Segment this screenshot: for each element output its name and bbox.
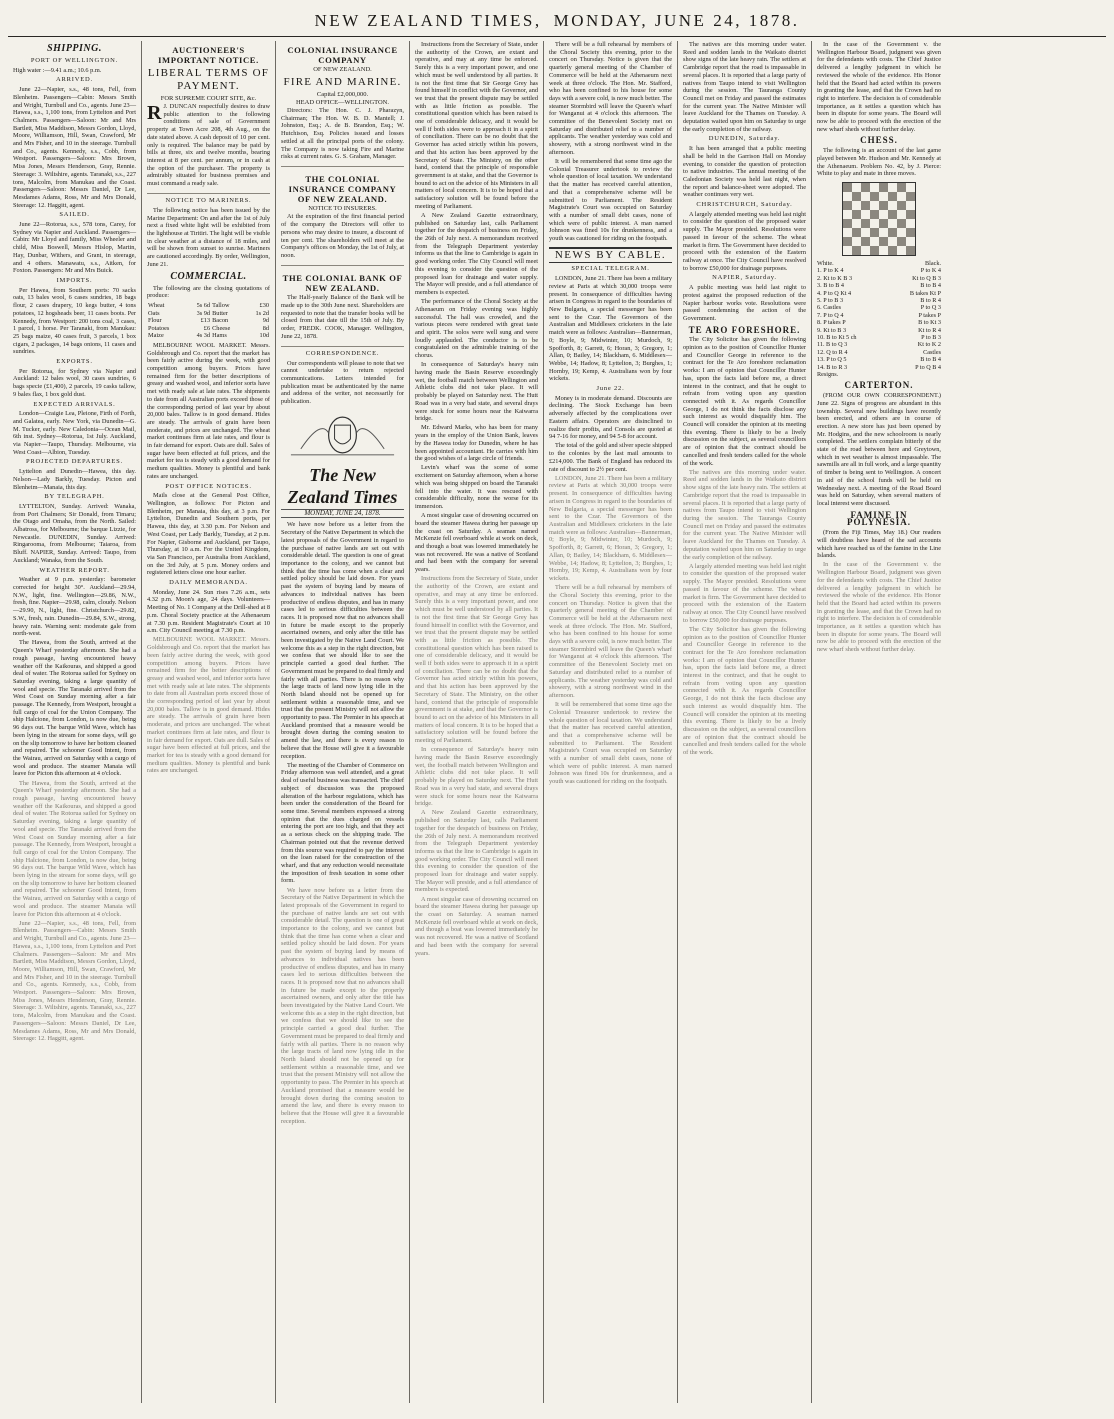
foreshore-body: The City Solicitor has given the following opinion as to the position of Councillor Hunter and Councillor George in reference to the contract for the Te Aro foreshore reclamation works: I am of opinion that Councillor Hunter has, upon the facts laid before me, a direct interest in the contract, and that he ought to refrain from voting upon any question connected with it. As regards Councillor George, I do not think the facts disclose any such interest as would disqualify him. The Council will consider the opinion at its meeting this evening. There is likely to be a lively discussion on the subject, as several councillors are of opinion that the contract should be cancelled and fresh tenders called for the whole of the work. [683,336,806,467]
chess-move-row: 4. P to Q Kt 4 B takes Kt P [817,289,941,297]
leader-article: We have now before us a letter from the Secretary of the Native Department in which the latest proposals of the Government in regard to the purchase of native lands are set out with considerable detail. The question is one of great importance to the colony, and we cannot but think that the time has come when a clear and settled policy should be laid down. For years past the system of buying land by means of advances to individual natives has been productive of endless disputes, and has in many cases led to serious difficulties between the races. It is proposed now that no advances shall in future be made except to the properly ascertained owners, and only after the title has been investigated by the Native Land Court. We welcome this as a step in the right direction, but we confess that we should like to see the principle carried a good deal further. The Government must be prepared to deal firmly and fairly with all parties. There is no reason why the large tracts of land now lying idle in the North Island should not be opened up for settlement within a reasonable time, and we trust that the present Ministry will not allow the opportunity to pass. The Premier in his speech at Auckland promised that a measure would be brought down during the coming session to amend the law, and there is every reason to believe that the House will give it a favourable reception. [281,521,404,760]
famine-heading: FAMINE IN POLYNESIA. [847,509,911,528]
commercial-row: Flour £13 Bacon 9d [148,317,269,325]
insurers-ad-sub: NOTICE TO INSURERS. [308,205,377,213]
cable-money-body: Money is in moderate demand. Discounts are declining. The Stock Exchange has been adversely affected by the complications over Eastern affairs. Operators are disinclined to realize their profits, and Consols are quoted at 94 7-16 for money, and 94 5-8 for account. [549,394,672,441]
expected-text: London—Craigie Lea, Pleione, Firth of Forth, and Galatea, early. New York, via Dunedin—G. M. Tucker, early. New Caledonia—Ocean Mail, 6th inst. Sydney—Rotorua, 1st July. Auckland, via Napier—Taupo, Thursday. Melbourne, via West Coast—Albion, Tuesday. [13,410,136,456]
correspondence-body: Our correspondents will please to note that we cannot undertake to return rejected communications. Letters intended for publication must be authenticated by the name and address of the writer, not necessarily for publication. [281,359,404,406]
cable-date-heading: June 22. [596,385,625,393]
christchurch-heading: CHRISTCHURCH, Saturday. [696,201,793,209]
insurance-ad-sub: OF NEW ZEALAND. [313,66,372,73]
col4-body-repeat-2: In consequence of Saturday's heavy rain having made the Basin Reserve exceedingly wet, the football match between Wellington and Athletic clubs did not take place. It will probably be played on Saturday next. The Hutt Road was in a very bad state, and several drays were stuck for some hours near the Kaiwarra bridge. [415,746,538,808]
sailed-text: June 22—Rotorua, s.s., 578 tons, Carey, for Sydney via Napier and Auckland. Passengers—Cabin: Mr Lloyd and family, Miss Wheeler and child, Miss Boswell, Messrs Hislop, Martin, Hay, Dunbar, Withers, and Grant, in steerage, and 4 others. Manawatu, s.s., Aitken, for Foxton. Passengers: Mr and Mrs Buick. [13,221,136,275]
chess-move-row: 9. Kt to B 3 Kt to R 4 [817,326,941,334]
memoranda-body: Monday, June 24. Sun rises 7.26 a.m., sets 4.32 p.m. Moon's age, 24 days. Volunteers—Meeting of No. 1 Company at the Drill-shed at 8 p.m. Choral Society practice at the Athenaeum at 7.30 p.m. Resident Magistrate's Court at 10 a.m. City Council meeting at 7.30 p.m. [147,588,270,635]
insurers-ad-heading: THE COLONIAL INSURANCE COMPANY OF NEW ZEALAND. [288,174,397,205]
chess-move-row: 13. P to Q 5 B to B 4 [817,356,941,364]
commercial-row: Potatoes £6 Cheese 8d [148,324,269,332]
foreshore-heading: TE ARO FORESHORE. [688,324,801,335]
insurers-notice-ad [281,170,404,266]
col6-christ-repeat: A largely attended meeting was held last night to consider the question of the proposed water supply. The Mayor presided. Resolutions were passed in favour of the scheme. The wheat market is firm. The Government have decided to proceed with the extension of the Eastern railway at once. The City Council have resolved to borrow £50,000 for drainage purposes. [683,562,806,624]
commercial-table [147,302,270,340]
coat-of-arms-emblem [281,409,404,461]
chess-move-row: 2. Kt to K B 3 Kt to Q B 3 [817,274,941,282]
auctioneer-ad-sub: FOR SUPREME COURT SITE, &c. [160,95,257,102]
column-6 [678,41,812,1403]
commercial-row: Wheat 5s 6d Tallow £30 [148,301,269,309]
chess-move-row: White. Black. [817,259,941,267]
insurance-ad-body: Directors: The Hon. C. J. Pharazyn, Chairman; The Hon. W. B. D. Mantell; J. Johnston, Esq.; A. de B. Brandon, Esq.; W. Hutchison, Esq. Policies issued and losses settled at all the principal ports of the colony. The Company is now taking Fire and Marine risks at current rates. G. S. Graham, Manager. [281,107,404,161]
masthead-title: NEW ZEALAND TIMES, [314,11,542,30]
leader-article-2: The meeting of the Chamber of Commerce on Friday afternoon was well attended, and a great deal of useful business was transacted. The chief subject of discussion was the proposed alteration of the harbour regulations, which has been under the consideration of the Board for some time. Several members expressed a strong opinion that the dues charged on vessels entering the port are too high, and that they act as a serious check on the shipping trade. The Chairman pointed out that the revenue derived from this source was required to pay the interest on the loan raised for the construction of the wharf, and that any reduction would necessitate the imposition of fresh taxation in some other form. [281,761,404,885]
editorial-nameplate: The New Zealand Times [287,464,398,507]
col6-body-repeat: The natives are this morning under water. Reed and sodden lands in the Waikato district show signs of the late heavy rain. The settlers at Cambridge report that the road is impassable in several places. It is reported that a large party of natives from Taupo intend to visit Wellington during the session. The Tauranga County Council met on Friday and passed the estimates for the current year. The Native Minister will leave Auckland for the Thames on Tuesday. A deputation waited upon him on Saturday to urge the early completion of the railway. [683,468,806,561]
col4-body-1: Instructions from the Secretary of State, under the authority of the Crown, are extant and operative, and may at any time be enforced. Surely this is a very important power, and one which must be well understood by all parties. It is not the first time that Sir George Grey has found himself in conflict with the Governor, and we trust that the present dispute may be settled with as little friction as possible. The constitutional question which has been raised is one of considerable delicacy, and it would be well if both sides were to approach it in a spirit of conciliation. There can be no doubt that the Governor has acted strictly within his powers, and that his action has been approved by the Secretary of State. The Ministry, on the other hand, contend that the principle of responsible government is at stake, and that the Governor is bound to act on the advice of his Ministers in all matters of local concern. It is to be hoped that a satisfactory solution will be found before the meeting of Parliament. [415,41,538,210]
exports-heading: EXPORTS. [56,358,93,366]
port-heading: PORT OF WELLINGTON. [30,57,119,64]
chess-move-row: 10. B to Kt 5 ch P to B 3 [817,334,941,342]
col7-body-repeat: In the case of the Government v. the Wellington Harbour Board, judgment was given for the defendants with costs. The Chief Justice delivered a lengthy judgment in which he reviewed the whole of the evidence. His Honor held that the Board had acted within its powers in granting the lease, and that the Crown had no right to interfere. The decision is of considerable importance, as it settles a question which has been in dispute for some years. The Board will now be able to proceed with the erection of the new wharf sheds without further delay. [817,561,941,654]
insurance-ad-title: FIRE AND MARINE. [283,76,402,88]
post-heading: POST OFFICE NOTICES. [165,482,252,490]
auctioneer-ad-title: LIBERAL TERMS OF PAYMENT. [147,67,270,92]
commercial-row: Maize 4s 3d Hams 10d [148,332,269,340]
col4-body-3: The performance of the Choral Society at the Athenaeum on Friday evening was highly successful. The hall was crowded, and the various pieces were rendered with great taste and spirit. The solos were well sung and were loudly applauded. The conductor is to be congratulated on the admirable training of the chorus. [415,298,538,360]
special-telegram-sub: SPECIAL TELEGRAM. [571,265,650,273]
col6-body-1: The natives are this morning under water. Reed and sodden lands in the Waikato district show signs of the late heavy rain. The settlers at Cambridge report that the road is impassable in several places. It is reported that a large party of natives from Taupo intend to visit Wellington during the session. The Tauranga County Council met on Friday and passed the estimates for the current year. The Native Minister will leave Auckland for the Thames on Tuesday. A deputation waited upon him on Saturday to urge the early completion of the railway. [683,41,806,133]
telegraph-heading: BY TELEGRAPH. [44,493,105,501]
christchurch-body: A largely attended meeting was held last night to consider the question of the proposed water supply. The Mayor presided. Resolutions were passed in favour of the scheme. The wheat market is firm. The Government have decided to proceed with the extension of the Eastern railway at once. The City Council have resolved to borrow £50,000 for drainage purposes. [683,210,806,272]
col5-body-repeat-2: It will be remembered that some time ago the Colonial Treasurer undertook to review the whole question of local taxation. We understand that the matter has received careful attention, and that a comprehensive scheme will be submitted to Parliament. The Resident Magistrate's Court was occupied on Saturday with a number of small debt cases, none of which were of public interest. A man named Johnson was fined 10s for drunkenness, and a youth was cautioned for riding on the footpath. [549,701,672,786]
col4-body-repeat-3: A New Zealand Gazette extraordinary, published on Saturday last, calls Parliament together for the despatch of business on Friday, the 26th of July next. A memorandum received from the Telegraph Department yesterday informs us that the line to Cambridge is again in good working order. The City Council will meet this evening to consider the question of the proposed loan for drainage and water supply. The Mayor will preside, and a full attendance of members is expected. [415,809,538,894]
famine-body: (From the Fiji Times, May 18.) Our readers will doubtless have heard of the sad accounts which have reached us of the famine in the Line Islands. [817,529,941,560]
editorial-dateline: MONDAY, JUNE 24, 1878. [281,509,404,519]
shipping-news: The Hawea, from the South, arrived at the Queen's Wharf yesterday afternoon. She had a rough passage, having encountered heavy weather off the Kaikouras, and shipped a good deal of water. The Rotorua sailed for Sydney on Saturday evening, taking a large quantity of wool and specie. The Taranaki arrived from the West Coast on Sunday morning after a fair passage. The Kennedy, from Westport, brought a full cargo of coal for the Union Company. The ship Halcione, from London, is now due, being 96 days out. The barque Wild Wave, which has been lying in the stream for some days, will go on the slip tomorrow to have her bottom cleaned and repaired. The schooner Good Intent, from the Wairau, arrived on Saturday with a cargo of wool and produce. The steamer Manaia will leave for Picton this afternoon at 4 o'clock. [13,639,136,778]
projected-heading: PROJECTED DEPARTURES. [25,458,124,466]
commercial-body-repeat: MELBOURNE WOOL MARKET. Messrs. Goldsbrough and Co. report that the market has been fairly active during the week, with good competition among buyers. Prices have remained firm for the better descriptions of greasy and washed wool, and inferior sorts have met with ready sale at late rates. The shipments to date from all Australian ports exceed those of the corresponding period of last year by about 20,000 bales. Tallow is in good demand. Hides are steady. The arrivals of grain have been moderate, and prices are unchanged. The wheat market continues firm at late rates, and flour is in fair demand for export. Oats are dull. Sales of sugar have been effected at full prices, and the market for tea is steady with a good demand for medium qualities. Money is plentiful and bank rates are unchanged. [147,636,270,775]
column-7 [812,41,946,1403]
shipping-news-repeat: The Hawea, from the South, arrived at the Queen's Wharf yesterday afternoon. She had a rough passage, having encountered heavy weather off the Kaikouras, and shipped a good deal of water. The Rotorua sailed for Sydney on Saturday evening, taking a large quantity of wool and specie. The Taranaki arrived from the West Coast on Sunday morning after a fair passage. The Kennedy, from Westport, brought a full cargo of coal for the Union Company. The ship Halcione, from London, is now due, being 96 days out. The barque Wild Wave, which has been lying in the stream for some days, will go on the slip tomorrow to have her bottom cleaned and repaired. The schooner Good Intent, from the Wairau, arrived on Saturday with a cargo of wool and produce. The steamer Manaia will leave for Picton this afternoon at 4 o'clock. [13,779,136,918]
cable-specie-body: The total of the gold and silver specie shipped to the colonies by the last mail amounts to £214,000. The Bank of England has reduced its rate of discount to 2½ per cent. [549,442,672,473]
cable-news-body: LONDON, June 21. There has been a military review at Paris at which 30,000 troops were present. In consequence of difficulties having arisen in Congress in regard to the boundaries of New Bulgaria, a special messenger has been sent to the Czar. The Governors of the Australian and Middlesex cricketers in the late match were as follows: Australian—Bannerman, 0; Boyle, 9; Midwinter, 10; Murdoch, 9; Spofforth, 8; Garrett, 6; Horan, 3; Gregory, 1; Allan, 0; Bailey, 14; Blackham, 6. Middlesex—Webbe, 14; Hadow, 8; Lyttelton, 3; Burghes, 1; Hornby, 19; Kemp, 4. Australians won by four wickets. [549,275,672,383]
arrived-repeat: June 22—Napier, s.s., 48 tons, Fell, from Blenheim. Passengers—Cabin: Messrs Smith and Wright, Turnbull and Co., agents. June 23—Hawea, s.s., 1,100 tons, from Lyttelton and Port Chalmers. Passengers—Saloon: Mr and Mrs Bartlett, Miss Maddison, Messrs Gordon, Lloyd, Moore, Williamson, Hill, Swan, Crawford, Mr and Mrs Fisher, and 10 in the steerage. Turnbull and Co., agents. Kennedy, s.s., Cobb, from Westport. Passengers—Saloon: Mrs Brown, Miss Jones, Messrs Henderson, Gray, Rennie. Steerage: 3. Wiltshire, agents. Taranaki, s.s., 227 tons, Malcolm, from Manukau and the Coast. Passengers—Saloon: Messrs Daniel, Dr Lee, Mesdames Adams, Ross, Mr and Mrs Donald, Steerage: 12. Haggitt, agent. [13,919,136,1043]
napier-body: A public meeting was held last night to protest against the proposed reduction of the Napier harbour works vote. Resolutions were passed condemning the action of the Government. [683,284,806,322]
col4-body-2: A New Zealand Gazette extraordinary, published on Saturday last, calls Parliament together for the despatch of business on Friday, the 26th of July next. A memorandum received from the Telegraph Department yesterday informs us that the line to Cambridge is again in good working order. The City Council will meet this evening to consider the question of the proposed loan for drainage and water supply. The Mayor will preside, and a full attendance of members is expected. [415,211,538,296]
high-water: High water :—9.41 a.m.; 10.6 p.m. [13,66,102,74]
telegraph-text: LYTTELTON, Sunday. Arrived: Wanaka, from Port Chalmers; Sir Donald, from Timaru; the Otago and Omaha, from the North. Sailed: Albatross, for Melbourne; the barque Lizzie, for Newcastle. DUNEDIN, Sunday. Arrived: Ringarooma, from Melbourne; Taiaroa, from Bluff. NAPIER, Sunday. Arrived: Taupo, from Auckland; Wanaka, from the South. [13,502,136,564]
insurance-ad-heading: COLONIAL INSURANCE COMPANY [287,45,398,65]
col6-foreshore-repeat: The City Solicitor has given the following opinion as to the position of Councillor Hunter and Councillor George in reference to the contract for the Te Aro foreshore reclamation works: I am of opinion that Councillor Hunter has, upon the facts laid before me, a direct interest in the contract, and that he ought to refrain from voting upon any question connected with it. As regards Councillor George, I do not think the facts disclose any such interest as would disqualify him. The Council will consider the opinion at its meeting this evening. There is likely to be a lively discussion on the subject, as several councillors are of opinion that the contract should be cancelled and fresh tenders called for the whole of the work. [683,625,806,757]
masthead [8,6,1106,36]
chess-move-row: 7. P to Q 4 P takes P [817,311,941,319]
cable-news-repeat: LONDON, June 21. There has been a military review at Paris at which 30,000 troops were present. In consequence of difficulties having arisen in Congress in regard to the boundaries of New Bulgaria, a special messenger has been sent to the Czar. The Governors of the Australian and Middlesex cricketers in the late match were as follows: Australian—Bannerman, 0; Boyle, 9; Midwinter, 10; Murdoch, 9; Spofforth, 8; Garrett, 6; Horan, 3; Gregory, 1; Allan, 0; Bailey, 14; Blackham, 6. Middlesex—Webbe, 14; Hadow, 8; Lyttelton, 3; Burghes, 1; Hornby, 19; Kemp, 4. Australians won by four wickets. [549,474,672,582]
newspaper-page [8,6,1106,1414]
napier-heading: NAPIER, Saturday. [712,274,777,282]
imports-text: Per Hawea, from Southern ports: 70 sacks oats, 13 bales wool, 6 cases sundries, 18 bags flour, 2 cases drapery, 10 kegs butter, 4 tons potatoes, 12 hogsheads beer, 11 cases boots. Per Kennedy, from Westport: 200 tons coal, 3 cases, 1 parcel, 1 horse. Per Taranaki, from Manukau: 25 bags maize, 40 cases fruit, 3 parcels, 1 box cigars, 2 packages, 14 bags onions, 11 cases and sundries. [13,286,136,356]
chess-move-row: 1. P to K 4 P to K 4 [817,267,941,275]
col4-body-repeat: Instructions from the Secretary of State, under the authority of the Crown, are extant and operative, and may at any time be enforced. Surely this is a very important power, and one which must be well understood by all parties. It is not the first time that Sir George Grey has found himself in conflict with the Governor, and we trust that the present dispute may be settled with as little friction as possible. The constitutional question which has been raised is one of considerable delicacy, and it would be well if both sides were to approach it in a spirit of conciliation. There can be no doubt that the Governor has acted strictly within his powers, and that his action has been approved by the Secretary of State. The Ministry, on the other hand, contend that the principle of responsible government is at stake, and that the Governor is bound to act on the advice of his Ministers in all matters of local concern. It is to be hoped that a satisfactory solution will be found before the meeting of Parliament. [415,575,538,745]
carterton-body: (FROM OUR OWN CORRESPONDENT.) June 22. Signs of progress are abundant in this township. Several new buildings have recently been erected, and others are in course of erection. A new store has just been opened by Mr. Hodgins, and the new schoolroom is nearly completed. The settlers complain bitterly of the state of the road between here and Greytown, which in wet weather is almost impassable. The sawmills are all in full work, and a large quantity of timber is being sent to Wellington. A concert in aid of the school funds will be held on Wednesday next. A meeting of the Road Board was held on Saturday, when several matters of local interest were discussed. [817,392,941,507]
expected-heading: EXPECTED ARRIVALS. [33,400,116,408]
notice-heading: NOTICE TO MARINERS. [165,197,252,205]
chess-move-row: 12. Q to R 4 Castles [817,348,941,356]
commercial-intro: The following are the closing quotations of produce: [147,284,270,300]
colonial-bank-ad [281,269,404,347]
dunedin-heading: DUNEDIN, Saturday. [708,135,781,143]
arrived-heading: ARRIVED. [56,76,93,84]
chess-intro: The following is an account of the last game played between Mr. Hudson and Mr. Kennedy at the Athenaeum. Problem No. 42, by J. Pierce: White to play and mate in three moves. [817,147,941,178]
auctioneer-ad-heading: AUCTIONEER'S IMPORTANT NOTICE. [158,45,259,65]
dunedin-body: It has been arranged that a public meeting shall be held in the Garrison Hall on Monday evening, to consider the question of protection to native industries. The annual meeting of the Caledonian Society was held last night, when the report and balance-sheet were adopted. The weather continues very wet. [683,145,806,199]
bank-ad-body: The Half-yearly Balance of the Bank will be made up to the 30th June next. Shareholders are requested to note that the transfer books will be closed from that date till the 15th of July. By order, FREDK. COOK, Manager. Wellington, June 22, 1878. [281,294,404,340]
colonial-insurance-ad [281,41,404,167]
chess-move-row: 6. Castles P to Q 3 [817,304,941,312]
auctioneer-ad [147,41,270,194]
col4-body-4: In consequence of Saturday's heavy rain having made the Basin Reserve exceedingly wet, the football match between Wellington and Athletic clubs did not take place. It will probably be played on Saturday next. The Hutt Road was in a very bad state, and several drays were stuck for some hours near the Kaiwarra bridge. [415,361,538,423]
col5-body-repeat: There will be a full rehearsal by members of the Choral Society this evening, prior to the concert on Thursday. Notice is given that the quarterly general meeting of the Chamber of Commerce will be held at the Athenaeum next week at three o'clock. The Hon. Mr. Stafford, who has been confined to his house for some days with a severe cold, is now much better. The steamer Stormbird will leave the Queen's wharf for Wanganui at 4 o'clock this afternoon. The committee of the Benevolent Society met on Saturday and distributed relief to a number of applicants. The weather yesterday was cold and showery, with a strong northwest wind in the afternoon. [549,584,672,699]
shipping-heading: SHIPPING. [47,43,102,54]
chess-move-row: 8. P takes P B to Kt 3 [817,319,941,327]
chess-move-row: 14. B to R 3 P to Q B 4 [817,363,941,371]
chess-board-diagram [842,182,916,256]
carterton-heading: CARTERTON. [844,380,914,391]
chess-move-row: 5. P to B 3 B to R 4 [817,296,941,304]
col4-body-6: Levin's wharf was the scene of some excitement on Saturday afternoon, when a horse which was being shipped on board the Taranaki fell into the water. It was rescued with considerable difficulty, none the worse for its immersion. [415,464,538,510]
chess-move-row: 3. B to B 4 B to B 4 [817,282,941,290]
sailed-heading: SAILED. [59,211,90,219]
column-1 [8,41,142,1403]
column-5 [544,41,678,1403]
leader-article-repeat: We have now before us a letter from the Secretary of the Native Department in which the latest proposals of the Government in regard to the purchase of native lands are set out with considerable detail. The question is one of great importance to the colony, and we cannot but think that the time has come when a clear and settled policy should be laid down. For years past the system of buying land by means of advances to individual natives has been productive of endless disputes, and has in many cases led to serious difficulties between the races. It is proposed now that no advances shall in future be made except to the properly ascertained owners, and only after the title has been investigated by the Native Land Court. We welcome this as a step in the right direction, but we confess that we should like to see the principle carried a good deal further. The Government must be prepared to deal firmly and fairly with all parties. There is no reason why the large tracts of land now lying idle in the North Island should not be opened up for settlement within a reasonable time, and we trust that the present Ministry will not allow the opportunity to pass. The Premier in his speech at Auckland promised that a measure would be brought down during the coming session to amend the law, and there is every reason to believe that the House will give it a favourable reception. [281,886,404,1125]
chess-move-row: Resigns. [817,371,839,379]
weather-heading: WEATHER REPORT. [39,566,110,574]
news-by-cable-heading: NEWS BY CABLE. [549,247,672,264]
post-body: Mails close at the General Post Office, Wellington, as follows: For Picton and Blenheim, per Manaia, this day, at 3 p.m. For Lyttelton, Dunedin and Southern ports, per Hawea, this day, at 3.30 p.m. For Nelson and West Coast, per Lady Barkly, Tuesday, at 2 p.m. For Napier, Gisborne and Auckland, per Taupo, Thursday, at 10 a.m. For the United Kingdom, via San Francisco, per Australia from Auckland, on the 3rd July, at 5 p.m. Money orders and registered letters close one hour earlier. [147,492,270,577]
drop-cap: R [147,102,162,124]
commercial-body: MELBOURNE WOOL MARKET. Messrs. Goldsbrough and Co. report that the market has been fairly active during the week, with good competition among buyers. Prices have remained firm for the better descriptions of greasy and washed wool, and inferior sorts have met with ready sale at late rates. The shipments to date from all Australian ports exceed those of the corresponding period of last year by about 20,000 bales. Tallow is in good demand. Hides are steady. The arrivals of grain have been moderate, and prices are unchanged. The wheat market continues firm at late rates, and flour is in fair demand for export. Oats are dull. Sales of sugar have been effected at full prices, and the market for tea is steady with a good demand for medium qualities. Money is plentiful and bank rates are unchanged. [147,341,270,480]
chess-heading: CHESS. [860,135,898,146]
correspondence-heading: CORRESPONDENCE. [305,349,380,357]
chess-moves [817,260,941,379]
imports-heading: IMPORTS. [56,276,93,284]
insurance-ad-capital: Capital £2,000,000. [316,91,369,98]
insurance-ad-office: HEAD OFFICE—WELLINGTON. [295,99,390,106]
col5-body-1: There will be a full rehearsal by members of the Choral Society this evening, prior to the concert on Thursday. Notice is given that the quarterly general meeting of the Chamber of Commerce will be held at the Athenaeum next week at three o'clock. The Hon. Mr. Stafford, who has been confined to his house for some days with a severe cold, is now much better. The steamer Stormbird will leave the Queen's wharf for Wanganui at 4 o'clock this afternoon. The committee of the Benevolent Society met on Saturday and distributed relief to a number of applicants. The weather yesterday was cold and showery, with a strong northwest wind in the afternoon. [549,41,672,156]
arrived-text: June 22—Napier, s.s., 48 tons, Fell, from Blenheim. Passengers—Cabin: Messrs Smith and Wright, Turnbull and Co., agents. June 23—Hawea, s.s., 1,100 tons, from Lyttelton and Port Chalmers. Passengers—Saloon: Mr and Mrs Bartlett, Miss Maddison, Messrs Gordon, Lloyd, Moore, Williamson, Hill, Swan, Crawford, Mr and Mrs Fisher, and 10 in the steerage. Turnbull and Co., agents. Kennedy, s.s., Cobb, from Westport. Passengers—Saloon: Mrs Brown, Miss Jones, Messrs Henderson, Gray, Rennie. Steerage: 3. Wiltshire, agents. Taranaki, s.s., 227 tons, Malcolm, from Manukau and the Coast. Passengers—Saloon: Messrs Daniel, Dr Lee, Mesdames Adams, Ross, Mr and Mrs Donald, Steerage: 12. Haggitt, agent. [13,86,136,209]
weather-text: Weather at 9 p.m. yesterday: barometer corrected for height 30°. Auckland—29.94, N.W., light, fine. Wellington—29.86, N.W., fresh, fine. Napier—29.98, calm, cloudy. Nelson—29.90, N., light, fine. Christchurch—29.82, S.W., fresh, rain. Dunedin—29.84, S.W., strong, heavy rain. Warning sent: moderate gale from north-west. [13,576,136,638]
masthead-date: MONDAY, JUNE 24, 1878. [553,11,800,30]
commercial-row: Oats 3s 9d Butter 1s 2d [148,309,269,317]
column-2 [142,41,276,1403]
col4-body-repeat-4: A most singular case of drowning occurred on board the steamer Hawea during her passage up the coast on Saturday. A seaman named McKenzie fell overboard while at work on deck, and though a boat was lowered immediately he was not recovered. He was a native of Scotland and had been with the company for several years. [415,895,538,957]
commercial-heading: COMMERCIAL. [170,270,247,282]
exports-text: Per Rotorua, for Sydney via Napier and Auckland: 12 bales wool, 30 cases sundries, 6 bags specie (£1,400), 2 parcels, 19 casks tallow, 9 bales flax, 1 box gold dust. [13,367,136,398]
col7-body-1: In the case of the Government v. the Wellington Harbour Board, judgment was given for the defendants with costs. The Chief Justice delivered a lengthy judgment in which he reviewed the whole of the evidence. His Honor held that the Board had acted within its powers in granting the lease, and that the Crown had no right to interfere. The decision is of considerable importance, as it settles a question which has been in dispute for some years. The Board will now be able to proceed with the erection of the new wharf sheds without further delay. [817,41,941,133]
col4-body-7: A most singular case of drowning occurred on board the steamer Hawea during her passage up the coast on Saturday. A seaman named McKenzie fell overboard while at work on deck, and though a boat was lowered immediately he was not recovered. He was a native of Scotland and had been with the company for several years. [415,512,538,574]
col4-body-5: Mr. Edward Marks, who has been for many years in the employ of the Union Bank, leaves by the Hawea today for Dunedin, where he has been appointed accountant. He carries with him the good wishes of a large circle of friends. [415,424,538,463]
projected-text: Lyttelton and Dunedin—Hawea, this day. Nelson—Lady Barkly, Tuesday. Picton and Blenheim—Manaia, this day. [13,468,136,491]
column-4 [410,41,544,1403]
auctioneer-ad-body: J. DUNCAN respectfully desires to draw public attention to the following conditions of sale of Government property at Town Acre 208, 4th Aug., on the date stated above. A cash deposit of 10 per cent. only is required. The balance may be paid by bills at three, six and twelve months, bearing interest at 8 per cent. per annum, or in cash at the option of the purchaser. The property is admirably situated for business premises and must command a ready sale. [147,103,270,188]
insurers-ad-body: At the expiration of the first financial period of the company the Directors will offer to persons who may desire to insure, a discount of ten per cent. The shareholders will meet at the Company's offices on Monday, the 1st of July, at noon. [281,213,404,259]
memoranda-heading: DAILY MEMORANDA. [169,579,248,587]
column-3 [276,41,410,1403]
notice-body: The following notice has been issued by the Marine Department: On and after the 1st of July next a fixed white light will be exhibited from the lighthouse at Tiritiri. The light will be visible in clear weather at a distance of 18 miles, and will be shown from sunset to sunrise. Mariners are cautioned accordingly. By order, Wellington, June 21. [147,206,270,268]
chess-move-row: 11. B to Q 3 Kt to K 2 [817,341,941,349]
col5-body-2: It will be remembered that some time ago the Colonial Treasurer undertook to review the whole question of local taxation. We understand that the matter has received careful attention, and that a comprehensive scheme will be submitted to Parliament. The Resident Magistrate's Court was occupied on Saturday with a number of small debt cases, none of which were of public interest. A man named Johnson was fined 10s for drunkenness, and a youth was cautioned for riding on the footpath. [549,158,672,243]
bank-ad-heading: THE COLONIAL BANK OF NEW ZEALAND. [282,273,403,294]
